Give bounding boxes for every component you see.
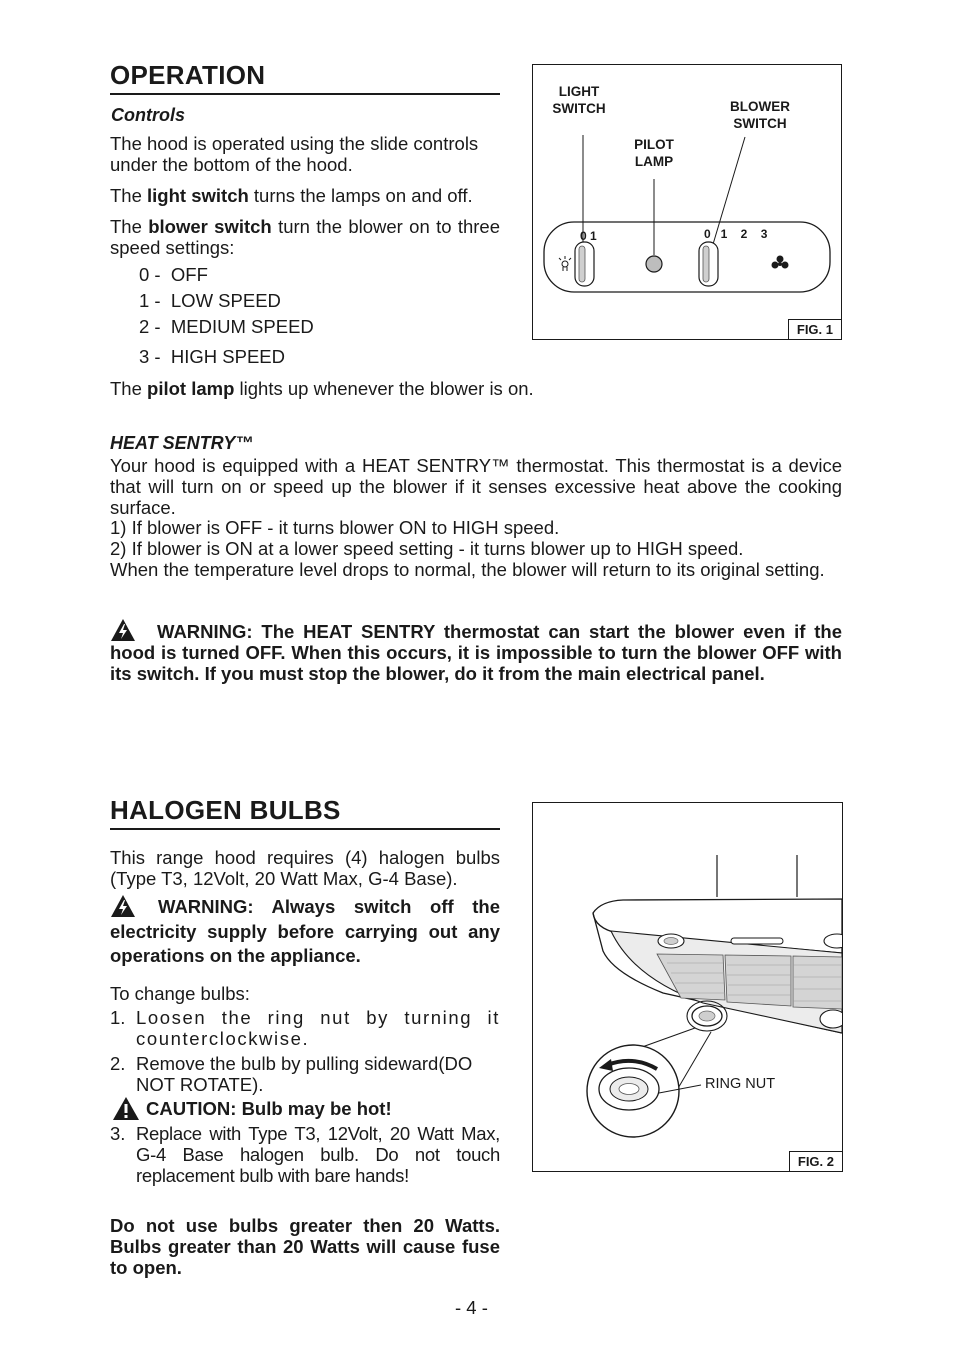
- halogen-intro: This range hood requires (4) halogen bulbs (Type T3, 12Volt, 20 Watt Max, G-4 Base).: [110, 847, 500, 889]
- pilot-post: lights up whenever the blower is on.: [234, 378, 534, 399]
- light-post: turns the lamps on and off.: [248, 185, 473, 206]
- heat-sentry-return: When the temperature level drops to normal, the blower will return to its original setting.: [110, 559, 825, 580]
- page-number: - 4 -: [455, 1297, 488, 1318]
- figure-2-ring-nut: [532, 802, 843, 1172]
- controls-paragraph: The hood is operated using the slide controls under the bottom of the hood.: [110, 133, 479, 175]
- speed-item: 2 - MEDIUM SPEED: [139, 316, 314, 337]
- blower-switch-label: BLOWER SWITCH: [730, 99, 790, 131]
- pilot-lamp-label: PILOT LAMP: [634, 137, 674, 169]
- heat-sentry-case-1: 1) If blower is OFF - it turns blower ON to HIGH speed.: [110, 517, 560, 538]
- operation-title: OPERATION: [110, 60, 266, 90]
- blower-pre: The: [110, 216, 149, 237]
- light-switch-sentence: [110, 185, 502, 206]
- caution-text: CAUTION: Bulb may be hot!: [146, 1098, 392, 1119]
- to-change-label: To change bulbs:: [110, 983, 250, 1004]
- speed-item: 0 - OFF: [139, 264, 208, 285]
- light-switch-scale: 0 1: [580, 229, 597, 243]
- light-switch-term: light switch: [147, 185, 249, 206]
- halogen-title-rule: [110, 828, 500, 830]
- range-hood-drawing: [533, 803, 842, 1171]
- blower-switch-scale: 0 1 2 3: [704, 227, 768, 241]
- figure-1-controls: [532, 64, 842, 340]
- speed-item: 3 - HIGH SPEED: [139, 346, 285, 367]
- halogen-warning: WARNING: Always switch off the electricity supply before carrying out any operations on the appliance.: [110, 896, 500, 966]
- speed-item: 1 - LOW SPEED: [139, 290, 281, 311]
- pilot-lamp-sentence: [110, 378, 710, 399]
- pilot-pre: The: [110, 378, 148, 399]
- light-switch-label: LIGHT SWITCH: [552, 84, 606, 116]
- figure-1-tag: FIG. 1: [788, 319, 842, 340]
- heat-sentry-description: Your hood is equipped with a HEAT SENTRY™ thermostat. This thermostat is a device that will turn on or speed up the blower if it senses excessive heat above the cooking surface.: [110, 455, 842, 518]
- figure-2-tag: FIG. 2: [789, 1151, 843, 1172]
- heat-sentry-heading: HEAT SENTRY™: [110, 433, 254, 453]
- operation-title-rule: [110, 93, 500, 95]
- control-panel-drawing: [533, 65, 841, 339]
- ring-nut-label: RING NUT: [705, 1076, 776, 1092]
- heat-sentry-case-2: 2) If blower is ON at a lower speed setting - it turns blower up to HIGH speed.: [110, 538, 744, 559]
- caution-icon: [112, 1096, 140, 1121]
- light-pre: The: [110, 185, 148, 206]
- blower-switch-term: blower switch: [148, 216, 272, 237]
- step-item: 3. Replace with Type T3, 12Volt, 20 Watt Max, G-4 Base halogen bulb. Do not touch replacement bulb with bare hands!: [110, 1123, 500, 1186]
- blower-switch-sentence: [110, 216, 500, 258]
- step-item: 1. Loosen the ring nut by turning it counterclockwise.: [110, 1007, 500, 1049]
- pilot-lamp-term: pilot lamp: [147, 378, 235, 399]
- bulb-wattage-notice: Do not use bulbs greater then 20 Watts. Bulbs greater than 20 Watts will cause fuse to open.: [110, 1215, 500, 1278]
- controls-heading: Controls: [111, 105, 185, 125]
- step-item: 2. Remove the bulb by pulling sideward(DO NOT ROTATE).: [110, 1053, 473, 1095]
- halogen-title: HALOGEN BULBS: [110, 795, 341, 825]
- blower-post: turn the blower on to three speed settings:: [110, 216, 501, 258]
- heat-sentry-warning: WARNING: The HEAT SENTRY thermostat can start the blower even if the hood is turned OFF. When this occurs, it is impossible to turn the blower OFF with its switch. If you must stop the blower, do it from the main electrical panel.: [110, 621, 842, 684]
